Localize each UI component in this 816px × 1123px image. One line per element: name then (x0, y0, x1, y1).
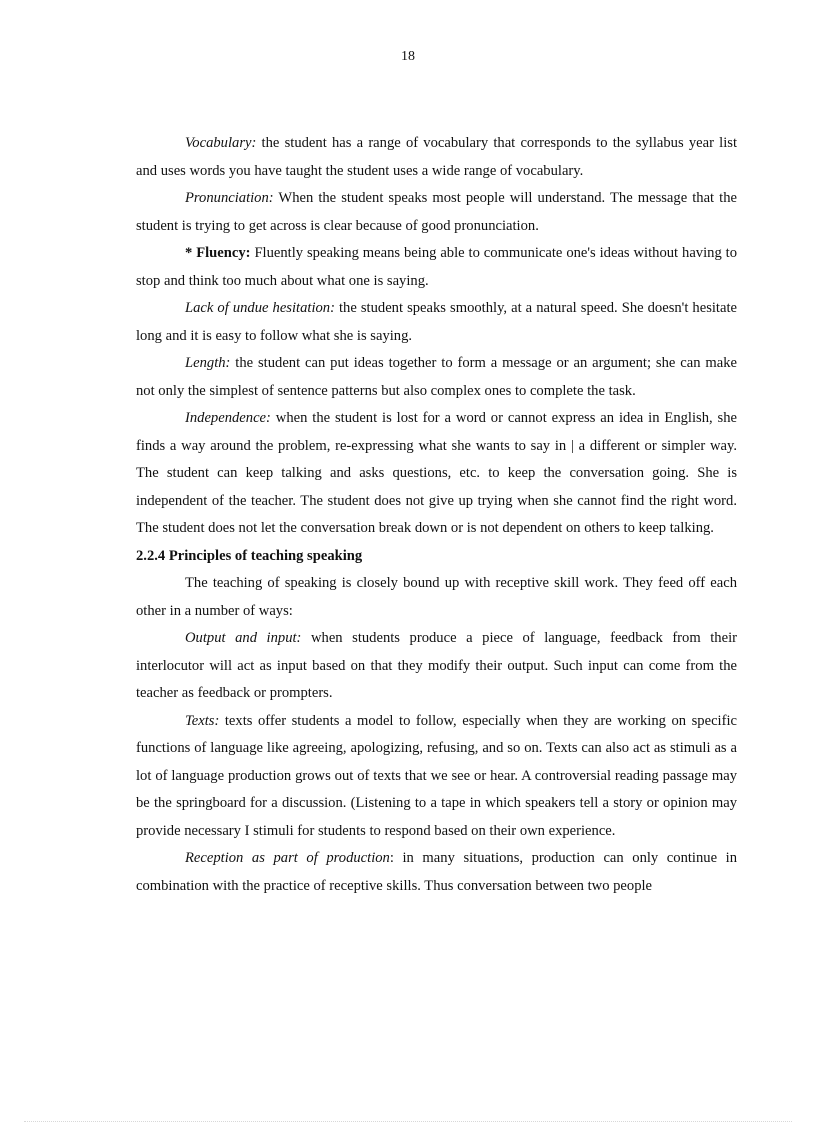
paragraph-text: When the student speaks most people will understand. The message that the student is trying to get across is clear because of good pronunciation. (136, 190, 737, 234)
paragraph-texts (136, 708, 737, 846)
page-number: 18 (401, 49, 415, 64)
paragraph-vocabulary (136, 130, 737, 185)
paragraph-label: Reception as part of production (185, 850, 390, 866)
paragraph-label: Output and input: (185, 630, 302, 646)
paragraph-label: Pronunciation: (185, 190, 274, 206)
paragraph-text: : in many situations, production can only continue in combination with the practice of receptive skills. Thus conversation between two people (136, 850, 737, 894)
section-intro: The teaching of speaking is closely bound up with receptive skill work. They feed off each other in a number of ways: (136, 575, 737, 619)
paragraph-label: Length: (185, 355, 231, 371)
paragraph-label: Lack of undue hesitation: (185, 300, 335, 316)
paragraph-text: texts offer students a model to follow, especially when they are working on specific functions of language like agreeing, apologizing, refusing, and so on. Texts can also act as stimuli as a lot of language production grows out of texts that we see or hear. A controversial reading passage may be the springboard for a discussion. (Listening to a tape in which speakers tell a story or opinion may provide necessary I stimuli for students to respond based on their own experience. (136, 712, 737, 839)
paragraph-label: Texts: (185, 712, 220, 729)
paragraph-length (136, 350, 737, 405)
paragraph-label: * Fluency: (185, 245, 251, 261)
paragraph-fluency (136, 240, 737, 295)
paragraph-hesitation (136, 295, 737, 350)
paragraph-output-input (136, 625, 737, 708)
paragraph-pronunciation (136, 185, 737, 240)
paragraph-label: Vocabulary: (185, 135, 257, 151)
paragraph-text: the student can put ideas together to form a message or an argument; she can make not only the simplest of sentence patterns but also complex ones to complete the task. (136, 355, 737, 399)
paragraph-reception (136, 845, 737, 900)
body-text (136, 130, 737, 900)
section-heading: 2.2.4 Principles of teaching speaking (136, 547, 363, 564)
paragraph-text: when students produce a piece of language, feedback from their interlocutor will act as input based on that they modify their output. Such input can come from the teacher as feedback or prompters. (136, 630, 737, 701)
paragraph-text: Fluently speaking means being able to communicate one's ideas without having to stop and think too much about what one is saying. (136, 245, 738, 289)
paragraph-label: Independence: (185, 410, 271, 426)
paragraph-text: the student has a range of vocabulary that corresponds to the syllabus year list and uses words you have taught the student uses a wide range of vocabulary. (136, 135, 737, 179)
paragraph-text: when the student is lost for a word or cannot express an idea in English, she finds a way around the problem, re-expressing what she wants to say in | a different or simpler way. The student can keep talking and asks questions, etc. to keep the conversation going. She is independent of the teacher. The student does not give up trying when she cannot find the right word. The student does not let the conversation break down or is not dependent on others to keep talking. (136, 410, 737, 536)
page-bottom-rule (24, 1121, 792, 1122)
paragraph-text: the student speaks smoothly, at a natural speed. She doesn't hesitate long and it is easy to follow what she is saying. (136, 300, 737, 344)
paragraph-independence (136, 405, 737, 543)
